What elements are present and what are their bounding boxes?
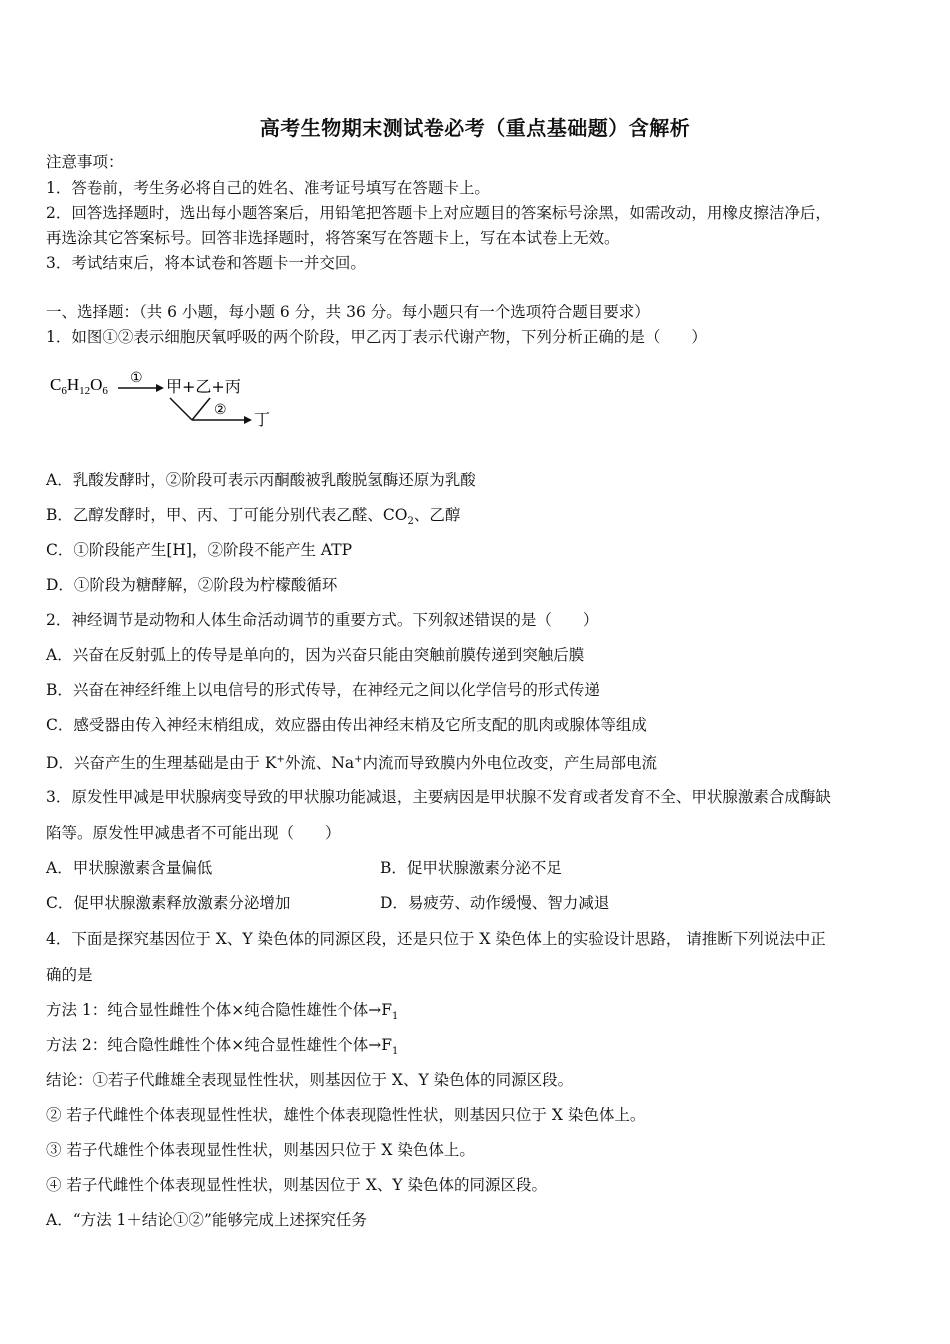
q1-option-a: A．乳酸发酵时，②阶段可表示丙酮酸被乳酸脱氢酶还原为乳酸	[46, 471, 476, 489]
stage-1-label: ①	[130, 370, 143, 386]
section-heading: 一、选择题：（共 6 小题，每小题 6 分，共 36 分。每小题只有一个选项符合题目要求）	[46, 303, 650, 321]
question-1-stem: 1．如图①②表示细胞厌氧呼吸的两个阶段，甲乙丙丁表示代谢产物，下列分析正确的是（ ）	[46, 328, 707, 346]
notice-item: 3．考试结束后，将本试卷和答题卡一并交回。	[46, 254, 366, 272]
q1-option-b: B．乙醇发酵时，甲、丙、丁可能分别代表乙醛、$CO_2$、乙醇	[46, 506, 461, 528]
respiration-diagram	[48, 368, 288, 437]
q3-option-d: D．易疲劳、动作缓慢、智力减退	[380, 894, 610, 912]
q2-option-a: A．兴奋在反射弧上的传导是单向的，因为兴奋只能由突触前膜传递到突触后膜	[46, 646, 585, 664]
question-3-stem-line2: 陷等。原发性甲减患者不可能出现（ ）	[46, 824, 341, 842]
q4-method-1: 方法 1：纯合显性雌性个体×纯合隐性雄性个体$\to F_1$	[46, 1001, 399, 1023]
stage-1-arrowhead	[156, 384, 164, 392]
question-2-stem: 2．神经调节是动物和人体生命活动调节的重要方式。下列叙述错误的是（ ）	[46, 611, 599, 629]
q4-conclusion-2: ② 若子代雌性个体表现显性性状，雄性个体表现隐性性状，则基因只位于 X 染色体上。	[46, 1106, 646, 1124]
branch-left	[170, 398, 192, 420]
q2-option-b: B．兴奋在神经纤维上以电信号的形式传导，在神经元之间以化学信号的形式传递	[46, 681, 600, 699]
q4-conclusion-1: 结论：①若子代雌雄全表现显性性状，则基因位于 X、Y 染色体的同源区段。	[46, 1071, 574, 1089]
q4-method-2: 方法 2：纯合隐性雌性个体×纯合显性雄性个体$\to F_1$	[46, 1036, 399, 1058]
q1-option-c: C．①阶段能产生[H]，②阶段不能产生 ATP	[46, 541, 353, 559]
stage-1-products: 甲+乙+丙	[166, 377, 241, 396]
q1-option-d: D．①阶段为糖酵解，②阶段为柠檬酸循环	[46, 576, 338, 594]
q4-option-a: A．“方法 1＋结论①②”能够完成上述探究任务	[46, 1211, 367, 1229]
question-4-stem-line1: 4．下面是探究基因位于 X、Y 染色体的同源区段，还是只位于 X 染色体上的实验设计思路， 请推断下列说法中正	[46, 930, 826, 948]
stage-2-product: 丁	[254, 410, 271, 429]
page-title: 高考生物期末测试卷必考（重点基础题）含解析	[259, 116, 691, 140]
q2-option-c: C．感受器由传入神经末梢组成，效应器由传出神经末梢及它所支配的肌肉或腺体等组成	[46, 716, 647, 734]
stage-2-label: ②	[214, 402, 227, 418]
q2-option-d: D．兴奋产生的生理基础是由于 K+外流、Na+内流而导致膜内外电位改变，产生局部电流	[46, 754, 658, 773]
branch-right	[192, 398, 210, 420]
notice-heading: 注意事项：	[46, 153, 124, 171]
notice-item: 再选涂其它答案标号。回答非选择题时，将答案写在答题卡上，写在本试卷上无效。	[46, 229, 620, 247]
question-4-stem-line2: 确的是	[46, 966, 93, 984]
notice-item: 1．答卷前，考生务必将自己的姓名、准考证号填写在答题卡上。	[46, 179, 490, 197]
glucose-formula: $C_6H_{12}O_6$	[50, 375, 108, 397]
respiration-diagram-svg	[48, 368, 288, 433]
q3-option-b: B．促甲状腺激素分泌不足	[380, 859, 562, 877]
question-3-stem-line1: 3．原发性甲减是甲状腺病变导致的甲状腺功能减退，主要病因是甲状腺不发育或者发育不全、甲状腺激素合成酶缺	[46, 788, 831, 806]
stage-2-arrowhead	[244, 416, 252, 424]
q4-conclusion-4: ④ 若子代雌性个体表现显性性状，则基因位于 X、Y 染色体的同源区段。	[46, 1176, 548, 1194]
q3-option-a: A．甲状腺激素含量偏低	[46, 859, 213, 877]
notice-item: 2．回答选择题时，选出每小题答案后，用铅笔把答题卡上对应题目的答案标号涂黑，如需改动，用橡皮擦洁净后，	[46, 204, 831, 222]
q4-conclusion-3: ③ 若子代雄性个体表现显性性状，则基因只位于 X 染色体上。	[46, 1141, 475, 1159]
q3-option-c: C．促甲状腺激素释放激素分泌增加	[46, 894, 291, 912]
